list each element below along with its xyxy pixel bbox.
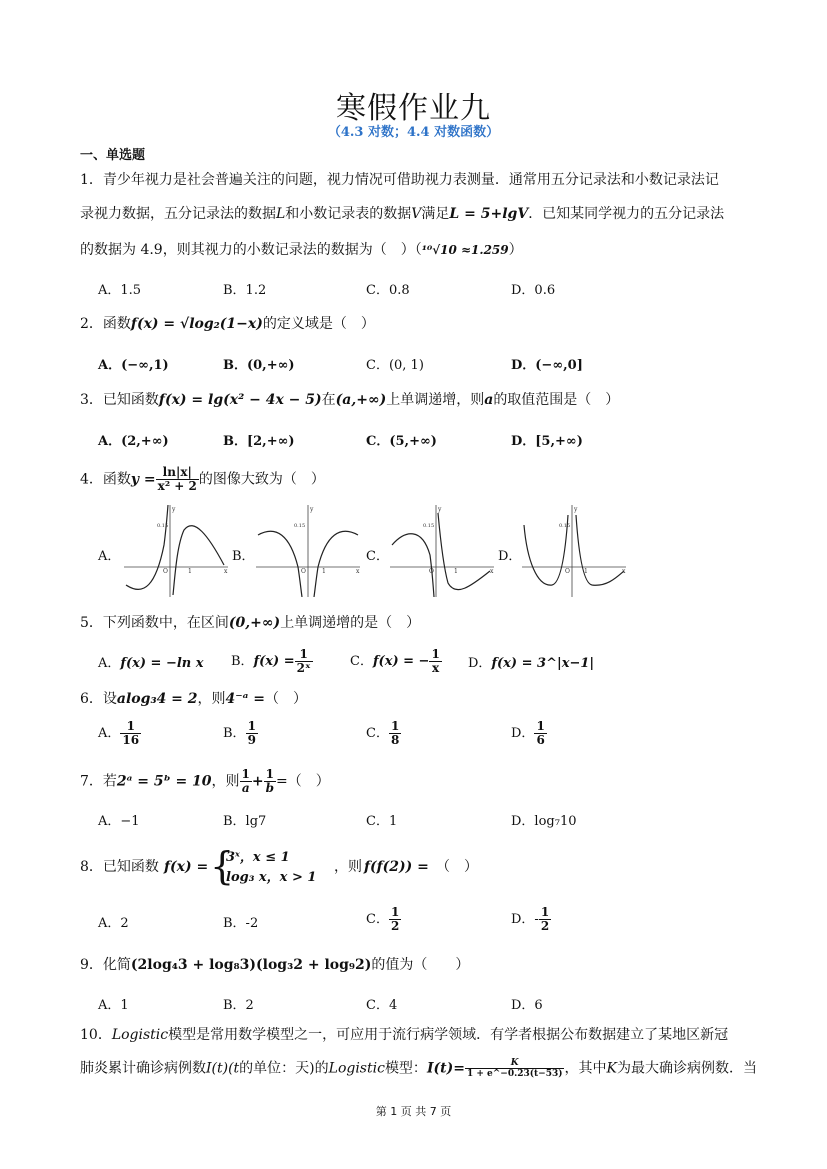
q5-text: 5．下列函数中，在区间 [80,615,229,631]
frac-num: 1 [295,648,313,662]
q4-text: 4．函数 [80,471,131,488]
question-3-options [98,430,758,452]
q3-text: 上单调递增，则 [386,392,485,408]
q1-formula: L = 5+lgV [449,206,529,222]
q10-lhs: I(t)= [426,1060,465,1077]
option-fraction [389,720,401,747]
option-c-fraction [429,648,441,675]
q1-text: ．已知某同学视力的五分记录法 [528,206,725,222]
q8-case-2: log₃ x，x > 1 [226,870,317,885]
graph-a-label[interactable]: A． [98,549,121,564]
q7-text: 7．若 [80,773,117,790]
frac-num: 1 [120,720,141,734]
graph-x-label: x [224,568,228,575]
q10-text: 模型： [384,1060,427,1077]
q8-case-1: 3ˣ，x ≤ 1 [226,850,290,865]
q10-text: 肺炎累计确诊病例数 [80,1060,206,1077]
option-a[interactable] [98,720,141,747]
frac-num: 1 [536,719,545,733]
frac-den: x [432,661,440,675]
option-d[interactable] [468,652,594,671]
question-10-line-1 [80,1025,760,1045]
question-4 [80,466,760,493]
q1-text: ） [508,242,523,258]
graph-tick-label: 0.15 [559,523,571,529]
frac-den: 16 [122,733,140,747]
frac-den: b [265,781,275,795]
graph-origin-label: O [429,568,434,575]
q2-text: 的定义域是（ ） [262,316,375,332]
option-d[interactable] [511,720,547,747]
question-1-options [98,279,758,301]
q8-expr: f(f(2)) = [364,859,429,875]
graph-c-label[interactable]: C． [366,549,389,564]
q1-text: 的数据为 4.9，则其视力的小数记录法的数据为（ ）（ [80,242,422,258]
option-d[interactable]: D．log₇10 [511,814,577,829]
frac-num: 1 [431,647,440,661]
q10-text: 模型是常用数学模型之一，可应用于流行病学领域．有学者根据公布数据建立了某地区新冠 [168,1027,729,1043]
option-c-formula: f(x) = − [372,654,430,669]
question-3 [80,390,760,410]
question-9-options [98,994,758,1016]
q1-text: 录视力数据，五分记录法的数据 [80,206,276,222]
question-1-line-1: 1．青少年视力是社会普遍关注的问题，视力情况可借助视力表测量．通常用五分记录法和小数记录法记 [80,172,719,188]
q4-text: 的图像大致为（ ） [198,471,325,488]
option-fraction [389,906,401,933]
q10-logistic: Logistic [328,1060,385,1077]
graph-origin-label: O [163,568,168,575]
question-9 [80,955,760,975]
option-label: B． [223,726,246,741]
option-d[interactable]: D．[5,+∞) [511,434,583,449]
question-6 [80,689,760,709]
frac-den: 8 [390,733,400,747]
q9-formula: (2log₄3 + log₈3)(log₃2 + log₉2) [130,957,372,973]
curve-right [173,526,224,595]
q8-text: ，则 [334,859,362,875]
section-heading: 一、单选题 [80,148,146,163]
q6-text: （ ） [264,691,307,707]
option-a[interactable]: A．(−∞,1) [98,358,169,373]
option-a[interactable]: A．2 [98,916,129,931]
option-a[interactable]: A．−1 [98,814,140,829]
q3-text: 的取值范围是（ ） [493,392,620,408]
curve-left [126,505,168,589]
option-label: D． [511,726,535,741]
option-c[interactable] [366,906,401,933]
q1-text: 和小数记录表的数据 [285,206,412,222]
page-subtitle: （4.3 对数；4.4 对数函数） [327,125,500,140]
q7-formula: 2ᵃ = 5ᵇ = 10 [116,773,212,790]
frac-den: a [241,781,250,795]
graph-x-label: x [356,568,360,575]
q1-text: 满足 [421,206,450,222]
q3-interval: (a,+∞) [335,392,387,408]
option-a[interactable]: A．(2,+∞) [98,434,169,449]
q8-text: 8．已知函数 [80,859,159,875]
q10-fraction [465,1058,565,1079]
graph-one-label: 1 [188,568,192,575]
option-c[interactable]: C．1 [366,814,398,829]
page-footer: 第 1 页 共 7 页 [375,1105,452,1118]
option-label: C． [366,726,389,741]
q3-text: 在 [321,392,336,408]
option-c[interactable]: C．4 [366,998,398,1013]
question-7: 7．若2ᵃ = 5ᵇ = 10，则 $\frac{1}{a}$ + $\frac{1}{b}$ =（ ） [80,767,330,795]
option-a-formula: f(x) = −ln x [120,656,204,671]
frac-num: 1 [247,719,256,733]
frac-den: 1 + e^−0.23(t−53) [466,1069,563,1079]
q7-frac-b [264,768,276,795]
option-label: C． [366,912,389,927]
option-a[interactable]: A．1 [98,998,129,1013]
option-fraction [120,720,141,747]
option-d-label: D． [468,656,492,671]
q3-text: 3．已知函数 [80,392,159,408]
frac-den: 2 [390,919,400,933]
q7-text: ，则 [211,773,240,790]
q7-frac-a [240,768,252,795]
option-label: D．- [511,912,539,927]
q10-text: ，其中 [564,1060,607,1077]
option-c[interactable]: C．(0, 1) [366,358,424,373]
q8-brace: { [210,844,235,888]
curve-left [258,531,302,597]
question-6-options [98,720,758,754]
option-fraction [246,720,258,747]
option-label: A． [98,726,121,741]
graph-x-label: x [622,568,626,575]
option-d[interactable]: D．0.6 [511,283,556,298]
question-5 [80,613,760,633]
q6-expr: 4⁻ᵃ = [225,691,265,707]
q4-y: y = [130,471,156,488]
graph-y-label: y [438,506,442,513]
q2-formula: f(x) = √log₂(1−x) [130,316,263,332]
frac-num: 1 [390,719,400,733]
q9-text: 9．化简 [80,957,131,973]
q6-text: 6．设 [80,691,117,707]
q10-text: 10． [80,1027,112,1043]
page-title: 寒假作业九 [336,91,491,126]
option-b[interactable]: B．lg7 [223,814,267,829]
graph-tick-label: 0.15 [157,523,169,529]
graph-tick-label: 0.15 [423,523,435,529]
frac-num: 1 [390,905,400,919]
q10-text: 的单位：天)的 [239,1060,329,1077]
graph-one-label: 1 [322,568,326,575]
graph-one-label: 1 [454,568,458,575]
q1-V: V [411,206,422,222]
q5-interval: (0,+∞) [228,615,281,631]
question-5-options [98,648,758,678]
option-a-label: A． [98,656,121,671]
q1-L: L [276,206,286,222]
option-b[interactable]: B．[2,+∞) [223,434,295,449]
graph-y-label: y [574,506,578,513]
graph-tick-label: 0.15 [294,523,306,529]
graph-origin-label: O [301,568,306,575]
option-d[interactable]: D．(−∞,0] [511,358,583,373]
frac-den: 2ˣ [296,661,311,675]
option-c[interactable]: C．(5,+∞) [366,434,437,449]
option-b[interactable] [223,720,258,747]
graph-y-label: y [172,506,176,513]
q4-fraction [156,466,199,493]
q10-it: I(t)(t [206,1060,240,1077]
q5-text: 上单调递增的是（ ） [280,615,421,631]
frac-den: 6 [536,733,545,747]
q6-text: ，则 [197,691,226,707]
option-b[interactable]: B．-2 [223,916,259,931]
q4-denominator: x² + 2 [157,479,197,493]
graph-y-label: y [310,506,314,513]
option-a[interactable]: A．1.5 [98,283,142,298]
option-d-formula: f(x) = 3^|x−1| [491,656,595,671]
graph-d-label[interactable]: D． [498,549,522,564]
graph-origin-label: O [565,568,570,575]
graph-x-label: x [490,568,494,575]
q10-logistic: Logistic [111,1027,169,1043]
option-d[interactable] [511,906,551,933]
question-10-line-2 [80,1058,760,1088]
graph-d[interactable] [522,505,626,597]
question-2 [80,314,760,334]
option-b-label: B． [231,654,254,669]
question-1-line-2 [80,204,760,224]
frac-num: K [465,1058,565,1069]
q1-approx: ¹⁰√10 ≈1.259 [421,243,509,257]
option-fraction [534,720,546,747]
question-1-line-3 [80,240,760,260]
option-fraction [539,906,551,933]
graph-c[interactable] [390,505,494,597]
option-a[interactable] [98,652,204,671]
question-2-options [98,354,758,376]
q10-K: K [606,1060,617,1077]
option-c[interactable] [350,648,442,675]
option-c[interactable]: C．0.8 [366,283,410,298]
frac-den: 2 [540,919,550,933]
graph-a[interactable] [124,505,228,597]
q10-text: 为最大确诊病例数．当 [616,1060,757,1077]
option-b[interactable]: B．1.2 [223,283,267,298]
graph-b-label[interactable]: B． [232,549,255,564]
option-b-formula: f(x) = [253,654,295,669]
question-8-options [98,906,758,938]
q3-formula: f(x) = lg(x² − 4x − 5) [158,392,322,408]
question-7-options [98,810,758,832]
q2-text: 2．函数 [80,316,131,332]
q7-text: =（ ） [276,773,330,790]
q4-numerator: ln|x| [156,466,199,480]
graph-b[interactable] [256,505,360,597]
curve-left [392,534,434,597]
q6-formula: alog₃4 = 2 [116,691,198,707]
option-b-fraction [295,648,313,675]
curve-right [438,513,490,590]
option-b[interactable]: B．2 [223,998,254,1013]
frac-num: 1 [241,767,250,781]
frac-den: 9 [247,733,256,747]
question-8 [80,846,760,888]
option-c[interactable] [366,720,401,747]
option-b[interactable] [231,648,313,675]
option-c-label: C． [350,654,373,669]
frac-num: 1 [264,768,276,782]
curve-right [314,531,358,597]
q3-a: a [484,392,494,408]
q8-text: （ ） [436,859,478,875]
q8-fx: f(x) = [164,859,209,875]
q9-text: 的值为（ ） [371,957,470,973]
option-b[interactable]: B．(0,+∞) [223,358,295,373]
option-d[interactable]: D．6 [511,998,543,1013]
graph-one-label: 1 [584,568,588,575]
frac-num: 1 [540,905,550,919]
